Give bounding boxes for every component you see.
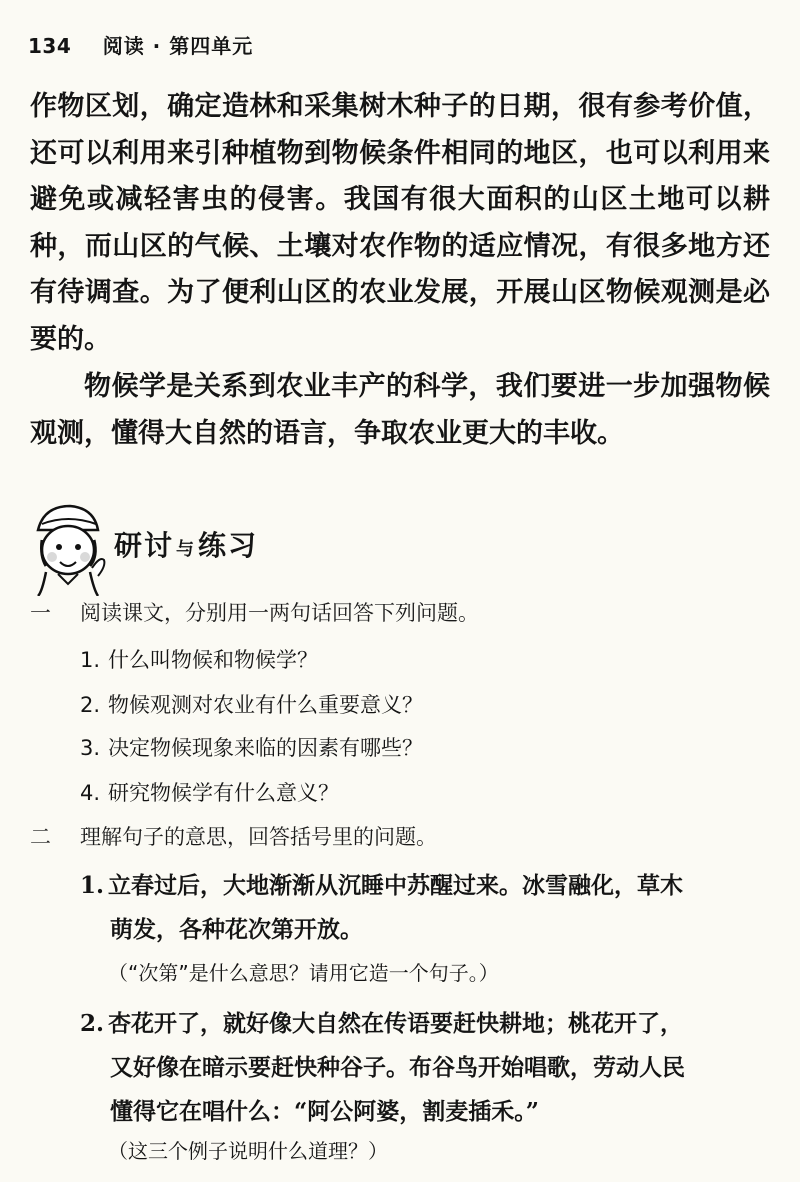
question-2-text: 理解句子的意思，回答括号里的问题。 xyxy=(80,825,437,849)
exercise-heading xyxy=(28,500,328,600)
question-2-number: 二 xyxy=(30,825,51,849)
page-number: 134 xyxy=(28,34,72,58)
exercise-title-part1: 研讨 xyxy=(114,529,175,562)
question-1-item-4: 4. 研究物候学有什么意义？ xyxy=(80,781,339,805)
question-1-text: 阅读课文，分别用一两句话回答下列问题。 xyxy=(80,601,479,625)
question-2-item-2-note: （这三个例子说明什么道理？） xyxy=(108,1139,388,1163)
question-1-item-1: 1. 什么叫物候和物候学？ xyxy=(80,648,318,672)
question-1-item-3: 3. 决定物候现象来临的因素有哪些？ xyxy=(80,736,423,760)
question-1-item-2: 2. 物候观测对农业有什么重要意义？ xyxy=(80,693,423,717)
page-header xyxy=(28,30,253,59)
header-title: 阅读 · 第四单元 xyxy=(102,34,254,58)
question-2 xyxy=(30,822,437,852)
question-2-item-1-note: （“次第”是什么意思？请用它造一个句子。） xyxy=(108,961,499,985)
student-mascot-icon xyxy=(28,500,108,596)
body-paragraph-2: 物候学是关系到农业丰产的科学，我们要进一步加强物候观测，懂得大自然的语言，争取农业更大的丰收。 xyxy=(30,371,770,449)
question-2-item-2: 2. 杏花开了，就好像大自然在传语要赶快耕地；桃花开了， 又好像在暗示要赶快种谷子。布谷鸟开始唱歌，劳动人民 懂得它在唱什么：“阿公阿婆，割麦插禾。” xyxy=(80,1010,685,1125)
question-2-item-1: 1. 立春过后，大地渐渐从沉睡中苏醒过来。冰雪融化，草木 萌发，各种花次第开放。 xyxy=(80,872,683,943)
exercise-title-part2: 与 xyxy=(176,539,197,560)
exercise-title xyxy=(114,524,258,564)
body-paragraph-1: 作物区划，确定造林和采集树木种子的日期，很有参考价值，还可以利用来引种植物到物候条件相同的地区，也可以利用来避免或减轻害虫的侵害。我国有很大面积的山区土地可以耕种，而山区的气候、土壤对农作物的适应情况，有很多地方还有待调查。为了便利山区的农业发展，开展山区物候观测是必要的。 xyxy=(30,91,770,355)
question-1-number: 一 xyxy=(30,601,51,625)
exercise-title-part3: 练习 xyxy=(198,529,259,562)
question-1 xyxy=(30,598,479,628)
